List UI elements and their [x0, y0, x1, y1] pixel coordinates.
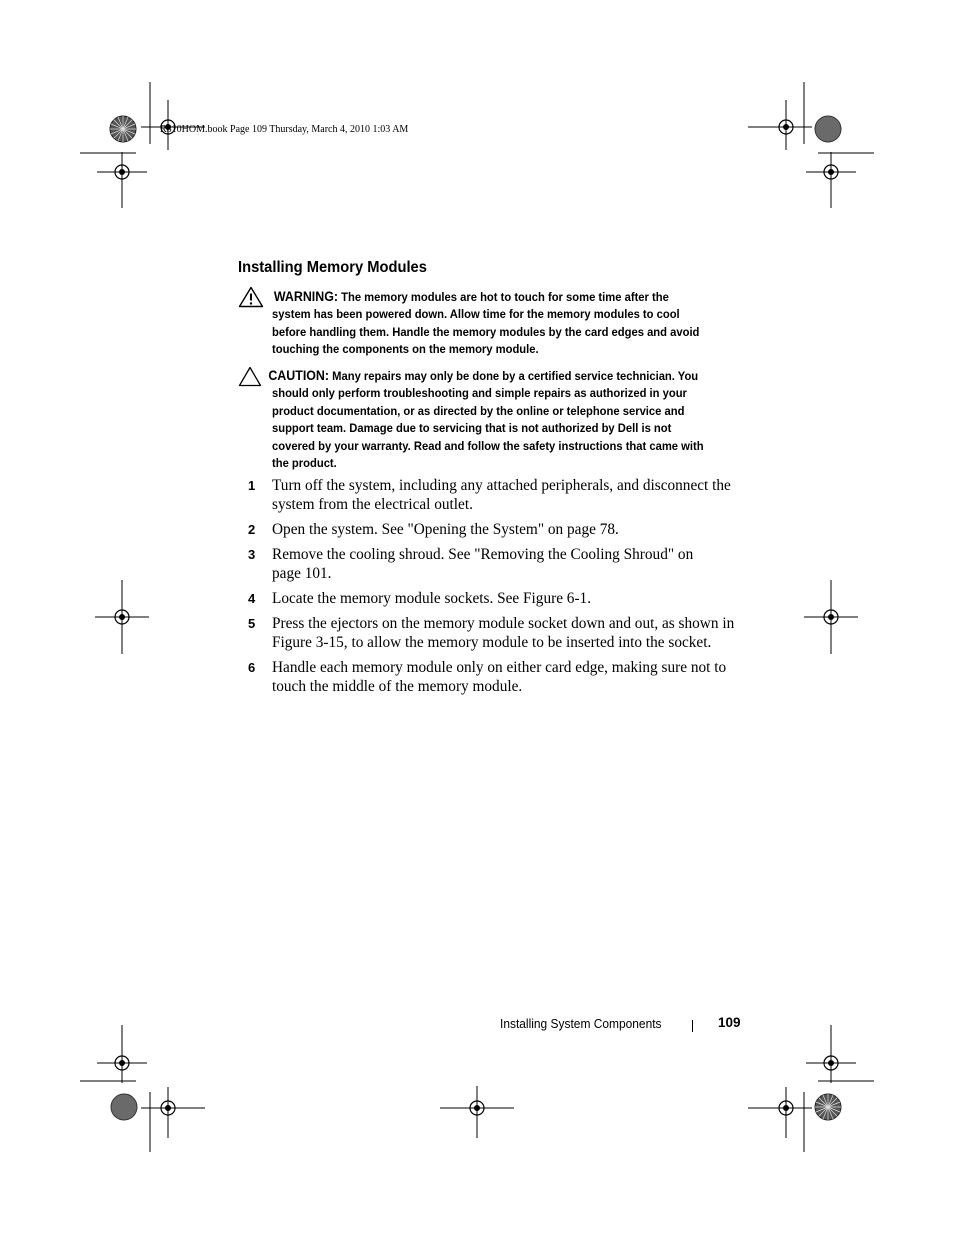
- step-text: Locate the memory module sockets. See Figure 6-1.: [272, 590, 592, 607]
- caution-text: Many repairs may only be done by a certified service technician. You should only perform troubleshooting and simple repairs as authorized in your product documentation, or as directed by the online or telephone service and support team. Damage due to servicing that is not authorized by Dell is not covered by your warranty. Read and follow the safety instructions that came with the product.: [272, 369, 704, 471]
- list-item: [248, 589, 748, 608]
- step-text: Handle each memory module only on either card edge, making sure not to touch the middle of the memory module.: [272, 659, 727, 695]
- section-title: Installing Memory Modules: [238, 259, 427, 276]
- caution-label: CAUTION:: [268, 368, 330, 383]
- step-number: 6: [248, 660, 256, 675]
- list-item: [248, 520, 748, 539]
- step-text: Remove the cooling shroud. See "Removing the Cooling Shroud" on page 101.: [272, 546, 694, 582]
- step-number: 1: [248, 478, 256, 493]
- list-item: [248, 614, 748, 652]
- caution-triangle-icon: [238, 366, 262, 387]
- warning-label: WARNING:: [273, 289, 339, 304]
- page-number: 109: [718, 1015, 741, 1030]
- print-slug: R310HOM.book Page 109 Thursday, March 4, 2010 1:03 AM: [160, 124, 409, 135]
- step-number: 5: [248, 616, 256, 631]
- warning-note: [272, 288, 704, 359]
- step-number: 3: [248, 547, 256, 562]
- step-number: 4: [248, 591, 256, 606]
- warning-text: The memory modules are hot to touch for some time after the system has been powered down. Allow time for the memory modules to cool before handling them. Handle the memory modules by the card edges and avoid touching the components on the memory module.: [272, 290, 700, 357]
- procedure-steps: [248, 476, 748, 702]
- footer-section-name: Installing System Components: [500, 1016, 662, 1031]
- caution-note: [268, 367, 704, 472]
- list-item: [248, 658, 748, 696]
- step-text: Turn off the system, including any attached peripherals, and disconnect the system from the electrical outlet.: [272, 477, 731, 513]
- warning-triangle-icon: [238, 286, 264, 308]
- step-number: 2: [248, 522, 256, 537]
- list-item: [248, 476, 748, 514]
- list-item: [248, 545, 748, 583]
- step-text: Press the ejectors on the memory module socket down and out, as shown in Figure 3-15, to allow the memory module to be inserted into the socket.: [272, 615, 735, 651]
- footer-divider: [692, 1020, 693, 1032]
- step-text: Open the system. See "Opening the System" on page 78.: [272, 521, 619, 538]
